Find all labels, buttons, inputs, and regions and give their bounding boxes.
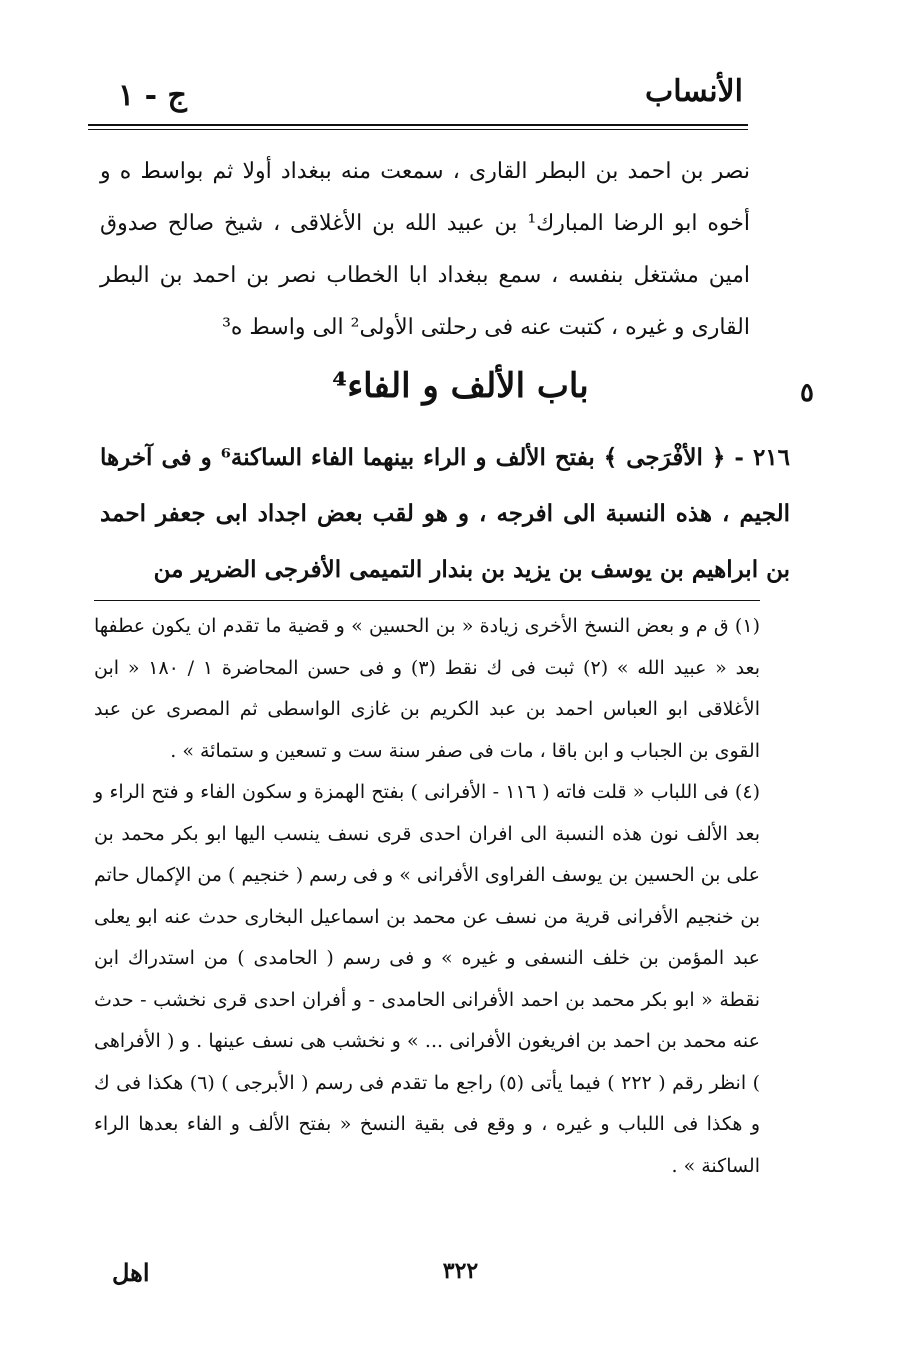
footnote-block-1: (١) ق م و بعض النسخ الأخرى زيادة « بن الحسين » و قضية ما تقدم ان يكون عطفها بعد « عبيد الله » (٢) ثبت فى ك نقط (٣) و فى حسن المحاضرة ١ / ١٨٠ « ابن الأغلاقى ابو العباس احمد بن عبد الكريم بن غازى الواسطى ثم المصرى عن عبد القوى بن الجباب و ابن باقا ، مات فى صفر سنة ست و تسعين و ستمائة » .: [94, 615, 761, 762]
volume-label: ج - ١: [118, 78, 187, 113]
book-title: الأنساب: [645, 74, 743, 109]
page-number: ٣٢٢: [442, 1258, 479, 1284]
header-rule: [88, 124, 748, 126]
section-title: باب الألف و الفاء⁴: [332, 366, 589, 406]
header-rule-thin: [88, 129, 748, 130]
footnote-block-2: (٤) فى اللباب « قلت فاته ( ١١٦ - الأفرانى ) بفتح الهمزة و سكون الفاء و فتح الراء و بعد الألف نون هذه النسبة الى افران احدى قرى نسف ينسب اليها ابو بكر محمد بن على بن الحسين بن يوسف الفراوى الأفرانى » و فى رسم ( خنجيم ) من الإكمال حاتم بن خنجيم الأفرانى قرية من نسف عن محمد بن اسماعيل البخارى حدث عنه ابو يعلى عبد المؤمن بن خلف النسفى و غيره » و فى رسم ( الحامدى ) من استدراك ابن نقطة « ابو بكر محمد بن احمد الأفرانى الحامدى - و أفران احدى قرى نخشب - حدث عنه محمد بن احمد بن افريغون الأفرانى ... » و نخشب هى نسف عينها . و ( الأفراهى ) انظر رقم ( ٢٢٢ ) فيما يأتى (٥) راجع ما تقدم فى رسم ( الأبرجى ) (٦) هكذا فى ك و هكذا فى اللباب و غيره ، و وقع فى بقية النسخ « بفتح الألف و الفاء بعدها الراء الساكنة » .: [94, 781, 760, 1177]
footnote-rule: [94, 600, 760, 601]
footnotes: [94, 606, 760, 1187]
catchword: اهل: [112, 1258, 150, 1287]
entry-216: ٢١٦ - ﴿ الأفْرَجى ﴾ بفتح الألف و الراء بينهما الفاء الساكنة⁶ و فى آخرها الجيم ، هذه النسبة الى افرجه ، و هو لقب بعض اجداد ابى جعفر احمد بن ابراهيم بن يوسف بن يزيد بن بندار التميمى الأفرجى الضرير من: [100, 444, 790, 583]
line-number-marginal: ٥: [800, 378, 814, 408]
intro-paragraph: نصر بن احمد بن البطر القارى ، سمعت منه ببغداد أولا ثم بواسط ه و أخوه ابو الرضا المبارك¹ بن عبيد الله بن الأغلاقى ، شيخ صالح صدوق امين مشتغل بنفسه ، سمع ببغداد ابا الخطاب نصر بن احمد بن البطر القارى و غيره ، كتبت عنه فى رحلتى الأولى² الى واسط ه³: [100, 159, 750, 340]
